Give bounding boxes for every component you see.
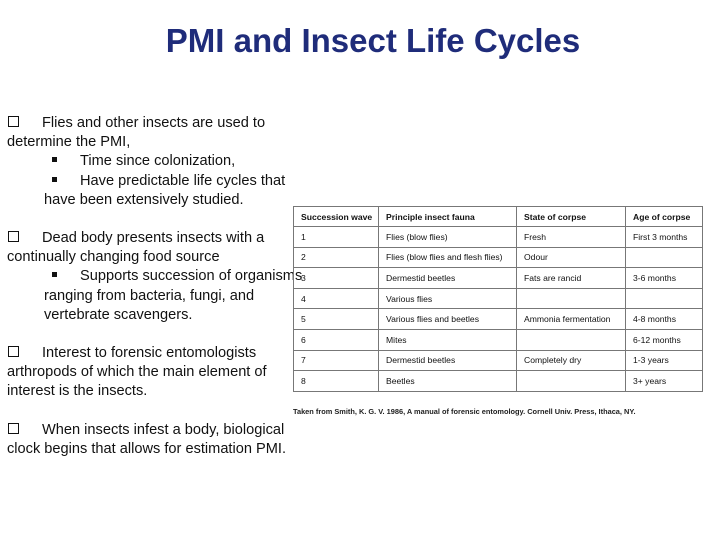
column-header: Age of corpse [626, 207, 703, 227]
table-cell: Ammonia fermentation [517, 309, 626, 330]
table-cell: 2 [294, 247, 379, 268]
bullet-text: Flies and other insects are used to determine the PMI, [7, 115, 266, 151]
table-cell: 4-8 months [626, 309, 703, 330]
bullet-text: Dead body presents insects with a continually changing food source [7, 230, 265, 266]
bullet-item [7, 421, 313, 459]
checkbox-bullet-icon [8, 346, 19, 357]
table-cell: Various flies [379, 288, 517, 309]
table-cell: Various flies and beetles [379, 309, 517, 330]
table-cell: Dermestid beetles [379, 350, 517, 371]
column-header: Succession wave [294, 207, 379, 227]
checkbox-bullet-icon [8, 116, 19, 127]
square-bullet-icon [52, 272, 57, 277]
square-bullet-icon [52, 157, 57, 162]
table-cell: Mites [379, 329, 517, 350]
table-cell [517, 329, 626, 350]
table-source-caption: Taken from Smith, K. G. V. 1986, A manual of forensic entomology. Cornell Univ. Press, Ithaca, NY. [293, 407, 636, 416]
table-row [294, 247, 703, 268]
table-cell [626, 288, 703, 309]
table-cell: 6 [294, 329, 379, 350]
table-cell: Flies (blow flies and flesh flies) [379, 247, 517, 268]
bullet-list [7, 114, 313, 459]
table-row [294, 371, 703, 392]
table-row [294, 350, 703, 371]
succession-table-container [293, 206, 702, 392]
sub-bullet-text: Have predictable life cycles that have been extensively studied. [44, 172, 286, 208]
sub-bullet-text: Time since colonization, [80, 153, 236, 170]
table-cell: First 3 months [626, 227, 703, 248]
sub-bullet-item [44, 267, 313, 325]
table-row [294, 268, 703, 289]
table-cell: 5 [294, 309, 379, 330]
sub-bullet-item [44, 172, 313, 210]
table-cell: 3-6 months [626, 268, 703, 289]
table-cell: Beetles [379, 371, 517, 392]
column-header: Principle insect fauna [379, 207, 517, 227]
table-cell [517, 288, 626, 309]
bullet-text: Interest to forensic entomologists arthropods of which the main element of interest is the insects. [7, 345, 267, 400]
bullet-item [7, 114, 313, 152]
table-cell: 1 [294, 227, 379, 248]
table-cell: Fats are rancid [517, 268, 626, 289]
table-cell: 3+ years [626, 371, 703, 392]
table-cell: Flies (blow flies) [379, 227, 517, 248]
table-cell: 1-3 years [626, 350, 703, 371]
checkbox-bullet-icon [8, 423, 19, 434]
table-row [294, 227, 703, 248]
table-row [294, 309, 703, 330]
column-header: State of corpse [517, 207, 626, 227]
table-row [294, 329, 703, 350]
table-cell: 8 [294, 371, 379, 392]
table-header-row [294, 207, 703, 227]
table-row [294, 288, 703, 309]
checkbox-bullet-icon [8, 231, 19, 242]
table-cell [626, 247, 703, 268]
bullet-item [7, 344, 313, 402]
sub-bullet-item [44, 152, 313, 171]
bullet-text: When insects infest a body, biological clock begins that allows for estimation PMI. [7, 421, 287, 457]
table-cell: Dermestid beetles [379, 268, 517, 289]
table-cell: Completely dry [517, 350, 626, 371]
table-cell: Fresh [517, 227, 626, 248]
table-cell [517, 371, 626, 392]
table-cell: 7 [294, 350, 379, 371]
sub-bullet-text: Supports succession of organisms ranging from bacteria, fungi, and vertebrate scavengers. [44, 268, 303, 323]
bullet-item [7, 229, 313, 267]
succession-table [293, 206, 703, 392]
table-cell: 4 [294, 288, 379, 309]
table-cell: 3 [294, 268, 379, 289]
square-bullet-icon [52, 177, 57, 182]
page-title: PMI and Insect Life Cycles [165, 22, 581, 59]
table-cell: 6-12 months [626, 329, 703, 350]
table-cell: Odour [517, 247, 626, 268]
